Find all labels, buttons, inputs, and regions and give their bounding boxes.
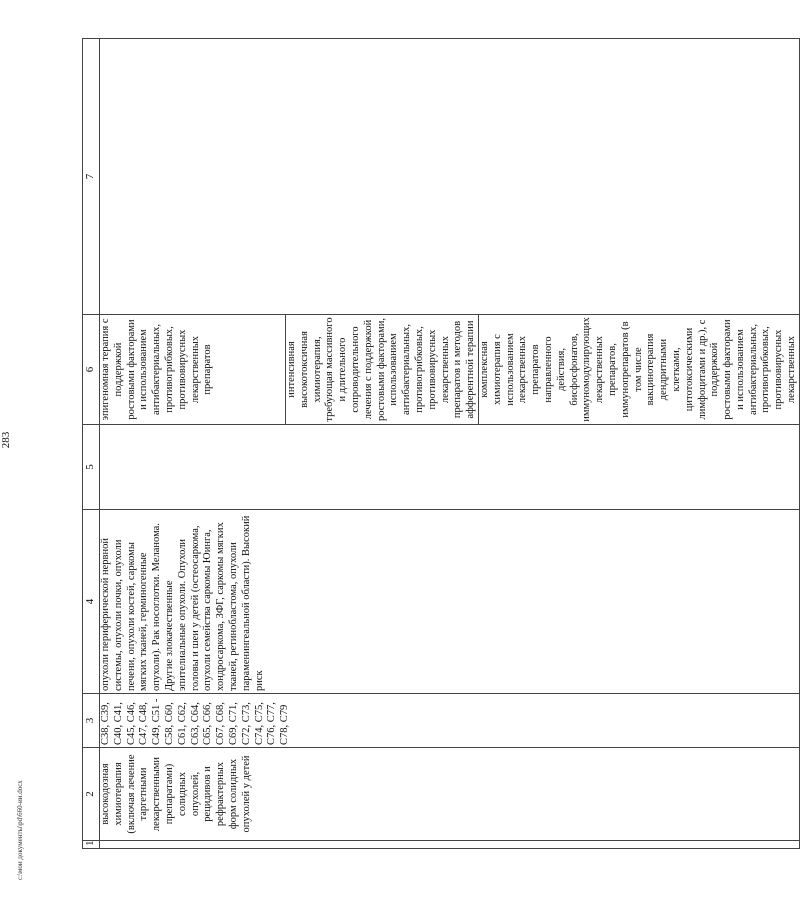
column-header-6: 6 <box>83 315 100 425</box>
cell-method-3: комплексная химиотерапия с использованием лекарственных препаратов направленного действия, бисфосфонатов, иммуномодулирующих лекарственных препаратов, иммунопрепаратов (в том числе вакцинотерапия дендритными клетками, цитотоксическими лимфоцитами и др.), с поддержкой ростовыми факторами и использованием антибактериальных, противогрибковых, противовирусных лекарственных <box>478 315 799 425</box>
cell-method-2: интенсивная высокотоксичная химиотерапия, требующая массивного и длительного сопроводительного лечения с поддержкой ростовыми факторами, использованием антибактериальных, противогрибковых, противовирусных лекарственных препаратов и методов афферентной терапии <box>286 315 479 425</box>
table-header-row <box>83 39 100 849</box>
column-header-1: 1 <box>83 841 100 849</box>
cell-col5 <box>100 425 800 510</box>
table-row <box>100 39 286 849</box>
page-number: 283 <box>0 431 12 449</box>
footer-file-path: c:\мои документы\pd\660-ии.docx <box>16 780 24 880</box>
column-header-3: 3 <box>83 694 100 748</box>
cell-treatment-type: высокодозная химиотерапия (включая лечение таргетными лекарственными препаратами) солидных опухолей, рецидивов и рефрактерных форм солидных опухолей у детей <box>100 748 800 841</box>
column-header-2: 2 <box>83 748 100 841</box>
column-header-5: 5 <box>83 425 100 510</box>
column-header-4: 4 <box>83 510 100 694</box>
cell-col7 <box>100 39 800 315</box>
rotated-table-area <box>82 39 798 849</box>
column-header-7: 7 <box>83 39 100 315</box>
cell-icd-codes: C38, C39, C40, C41, C45, C46, C47, C48, C49, C51 - C58, C60, C61, C62, C63, C64, C65, C66, C67, C68, C69, C71, C72, C73, C74, C75, C76, C77, C78, C79 <box>100 694 800 748</box>
cell-col1 <box>100 841 800 849</box>
cell-method-1: эпигеномная терапия с поддержкой ростовыми факторами и использованием антибактериальных, противогрибковых, противовирусных лекарственных препаратов <box>100 315 286 425</box>
cell-diagnosis: опухоли периферической нервной системы, опухоли почки, опухоли печени, опухоли костей, саркомы мягких тканей, герминогенные опухоли). Рак носоглотки. Меланома. Другие злокачественные эпителиальные опухоли. Опухоли головы и шеи у детей (остеосаркома, опухоли семейства саркомы Юинга, хондросаркома, ЗФГ, саркомы мягких тканей, ретинобластома, опухоли параменингеальной области). Высокий риск <box>100 510 800 694</box>
services-table <box>82 38 800 849</box>
